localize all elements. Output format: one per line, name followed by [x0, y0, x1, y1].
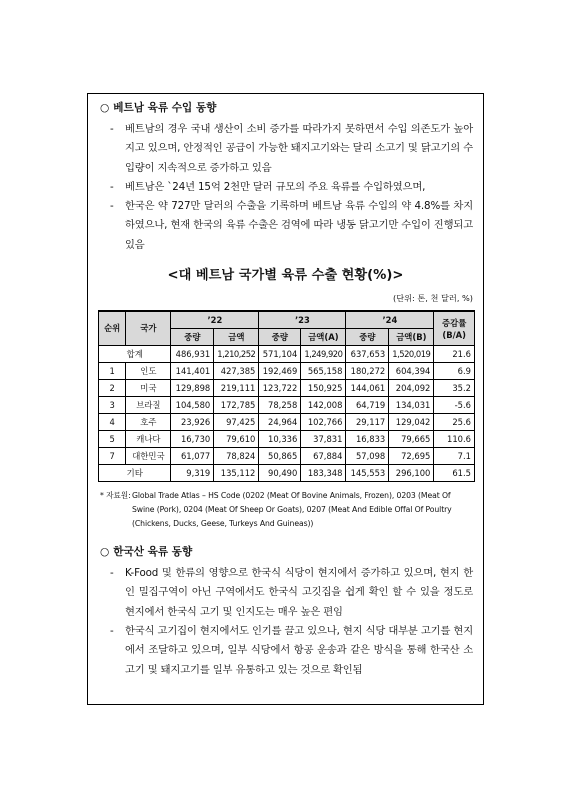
- table-cell: 35.2: [434, 380, 475, 397]
- table-unit-note: (단위: 톤, 천 달러, %): [393, 293, 473, 304]
- header-country: 국가: [126, 311, 171, 346]
- table-cell: 192,469: [259, 363, 301, 380]
- country-cell: 미국: [126, 380, 171, 397]
- rank-cell: 4: [99, 414, 126, 431]
- header-rank: 순위: [99, 311, 126, 346]
- table-cell: 183,348: [301, 465, 346, 482]
- header-qty: 중량: [346, 329, 389, 346]
- table-cell: 104,580: [171, 397, 214, 414]
- circle-bullet-icon: ○: [100, 102, 110, 114]
- header-amt: 금액: [214, 329, 259, 346]
- table-row: [99, 363, 475, 380]
- table-cell: 57,098: [346, 448, 389, 465]
- header-qty: 중량: [259, 329, 301, 346]
- table-cell: 6.9: [434, 363, 475, 380]
- bullet-text: 베트남의 경우 국내 생산이 소비 증가를 따라가지 못하면서 수입 의존도가 높아지고 있으며, 안정적인 공급이 가능한 돼지고기와는 달리 소고기 및 닭고기의 수입량이 지속적으로 증가하고 있음: [125, 123, 473, 174]
- country-cell: 브라질: [126, 397, 171, 414]
- table-cell: 135,112: [214, 465, 259, 482]
- table-cell: 97,425: [214, 414, 259, 431]
- source-text: Global Trade Atlas – HS Code (0202 (Meat Of Bovine Animals, Frozen), 0203 (Meat Of Swine (Pork), 0204 (Meat Of Sheep Or Goats), 0207 (Meat And Edible Offal Of Poultry (Chickens, Ducks, Geese, Turkeys And Guineas)): [132, 491, 452, 529]
- header-qty: 중량: [171, 329, 214, 346]
- table-cell: 150,925: [301, 380, 346, 397]
- table-cell: 79,665: [389, 431, 434, 448]
- header-amt-b: 금액(B): [389, 329, 434, 346]
- table-cell: 296,100: [389, 465, 434, 482]
- country-cell: 호주: [126, 414, 171, 431]
- table-cell: 23,926: [171, 414, 214, 431]
- table-cell: 142,008: [301, 397, 346, 414]
- section-heading-text: 베트남 육류 수입 동향: [113, 102, 217, 114]
- rank-cell: 5: [99, 431, 126, 448]
- table-header-row: [99, 311, 475, 329]
- table-cell: 1,210,252: [214, 346, 259, 363]
- dash-icon: -: [110, 180, 114, 193]
- table-cell: 25.6: [434, 414, 475, 431]
- country-cell: 대한민국: [126, 448, 171, 465]
- source-note: [98, 489, 473, 531]
- table-cell: 79,610: [214, 431, 259, 448]
- table-cell: 134,031: [389, 397, 434, 414]
- table-cell: 145,553: [346, 465, 389, 482]
- table-cell: 78,258: [259, 397, 301, 414]
- source-label: * 자료원:: [100, 491, 131, 501]
- table-cell: 129,042: [389, 414, 434, 431]
- table-cell: 67,884: [301, 448, 346, 465]
- dash-icon: -: [110, 624, 114, 637]
- header-change-label: 증감률: [442, 317, 467, 328]
- report-box: [87, 93, 484, 705]
- table-cell: 102,766: [301, 414, 346, 431]
- table-cell: 571,104: [259, 346, 301, 363]
- table-cell: 61.5: [434, 465, 475, 482]
- section-heading: [100, 101, 473, 115]
- table-cell: 50,865: [259, 448, 301, 465]
- header-change: [434, 311, 475, 346]
- header-amt-a: 금액(A): [301, 329, 346, 346]
- rank-cell: 7: [99, 448, 126, 465]
- table-cell: 29,117: [346, 414, 389, 431]
- table-cell: 604,394: [389, 363, 434, 380]
- bullet-paragraph: [98, 120, 473, 178]
- table-cell: 9,319: [171, 465, 214, 482]
- bullet-text: 베트남은 `24년 15억 2천만 달러 규모의 주요 육류를 수입하였으며,: [125, 180, 426, 193]
- table-cell: 144,061: [346, 380, 389, 397]
- section-heading-text: 한국산 육류 동향: [113, 546, 193, 559]
- dash-icon: -: [110, 200, 114, 213]
- circle-bullet-icon: ○: [100, 546, 110, 559]
- table-cell: 78,824: [214, 448, 259, 465]
- header-year-24: ’24: [346, 311, 434, 329]
- table-cell: 64,719: [346, 397, 389, 414]
- table-row: [99, 380, 475, 397]
- table-cell: 21.6: [434, 346, 475, 363]
- table-cell: 10,336: [259, 431, 301, 448]
- table-cell: 110.6: [434, 431, 475, 448]
- header-year-22: ’22: [171, 311, 259, 329]
- table-other-row: [99, 465, 475, 482]
- table-cell: 637,653: [346, 346, 389, 363]
- table-row: [99, 397, 475, 414]
- table-title: <대 베트남 국가별 육류 수출 현황(%)>: [167, 268, 404, 284]
- table-cell: 486,931: [171, 346, 214, 363]
- table-cell: 172,785: [214, 397, 259, 414]
- table-cell: 72,695: [389, 448, 434, 465]
- table-cell: 123,722: [259, 380, 301, 397]
- table-cell: 427,385: [214, 363, 259, 380]
- dash-icon: -: [110, 123, 114, 135]
- bullet-paragraph: [98, 178, 473, 197]
- table-cell: 129,898: [171, 380, 214, 397]
- other-label: 기타: [99, 465, 171, 482]
- rank-cell: 2: [99, 380, 126, 397]
- table-cell: 141,401: [171, 363, 214, 380]
- table-cell: 16,730: [171, 431, 214, 448]
- bullet-text: K-Food 및 한류의 영향으로 한국식 식당이 현지에서 증가하고 있으며, 현지 한인 밀집구역이 아닌 구역에서도 한국식 고깃집을 쉽게 확인 할 수 있을 정도로 현지에서 한국식 고기 및 인지도는 매우 높은 편임: [125, 567, 473, 618]
- table-cell: -5.6: [434, 397, 475, 414]
- table-cell: 61,077: [171, 448, 214, 465]
- table-cell: 219,111: [214, 380, 259, 397]
- table-cell: 37,831: [301, 431, 346, 448]
- header-change-sub: (B/A): [442, 329, 466, 340]
- country-cell: 인도: [126, 363, 171, 380]
- country-cell: 캐나다: [126, 431, 171, 448]
- meat-export-table: [98, 310, 475, 482]
- rank-cell: 1: [99, 363, 126, 380]
- bullet-paragraph: [98, 564, 473, 622]
- table-cell: 1,249,920: [301, 346, 346, 363]
- table-cell: 204,092: [389, 380, 434, 397]
- rank-cell: 3: [99, 397, 126, 414]
- bullet-paragraph: [98, 197, 473, 255]
- section-heading: [100, 545, 473, 559]
- table-cell: 180,272: [346, 363, 389, 380]
- table-cell: 565,158: [301, 363, 346, 380]
- table-row: [99, 414, 475, 431]
- header-year-23: ’23: [259, 311, 346, 329]
- bullet-text: 한국식 고기집이 현지에서도 인기를 끌고 있으나, 현지 식당 대부분 고기를 현지에서 조달하고 있으며, 일부 식당에서 항공 운송과 같은 방식을 통해 한국산 소고기 및 돼지고기를 일부 유통하고 있는 것으로 확인됨: [125, 624, 473, 676]
- dash-icon: -: [110, 567, 114, 580]
- table-cell: 7.1: [434, 448, 475, 465]
- table-cell: 16,833: [346, 431, 389, 448]
- bullet-text: 한국은 약 727만 달러의 수출을 기록하며 베트남 육류 수입의 약 4.8%를 차지하였으나, 현재 한국의 육류 수출은 검역에 따라 냉동 닭고기만 수입이 진행되고 있음: [125, 200, 473, 251]
- table-cell: 1,520,019: [389, 346, 434, 363]
- table-row: [99, 448, 475, 465]
- table-total-row: [99, 346, 475, 363]
- bullet-paragraph: [98, 622, 473, 680]
- table-cell: 24,964: [259, 414, 301, 431]
- total-label: 합계: [99, 346, 171, 363]
- table-cell: 90,490: [259, 465, 301, 482]
- table-row: [99, 431, 475, 448]
